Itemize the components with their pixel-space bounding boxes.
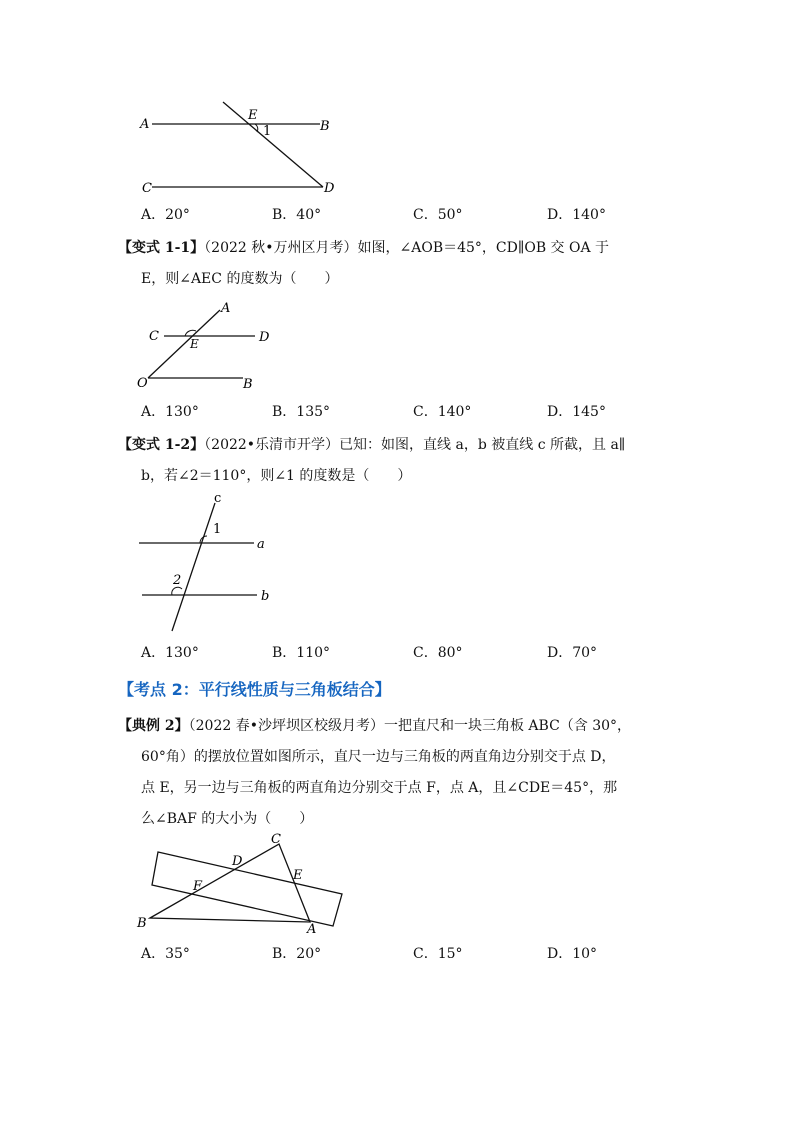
label-E: E bbox=[293, 868, 303, 883]
section-heading: 【考点 2：平行线性质与三角板结合】 bbox=[118, 680, 391, 699]
label-C: C bbox=[149, 329, 159, 344]
q1-text-1: 如图，∠AOB＝45°，CD∥OB 交 OA 于 bbox=[357, 240, 610, 256]
label-B: B bbox=[137, 916, 147, 931]
label-b: b bbox=[261, 589, 270, 604]
q3-text-1: （2022 春•沙坪坝区校级月考）一把直尺和一块三角板 ABC（含 30°， bbox=[188, 718, 632, 734]
figure-angle-aob bbox=[130, 298, 280, 393]
q3-tag: 【典例 2】 bbox=[118, 718, 189, 734]
label-c: c bbox=[214, 491, 222, 506]
q1-tag: 【变式 1-1】 bbox=[118, 240, 205, 256]
q2-option-d: D．70° bbox=[547, 645, 598, 661]
q1-option-a: A．130° bbox=[141, 404, 199, 420]
q3-line1 bbox=[118, 716, 631, 736]
q2-line2: b，若∠2＝110°，则∠1 的度数是（ ） bbox=[141, 468, 412, 484]
q2-option-b: B．110° bbox=[272, 645, 331, 661]
label-angle-1: 1 bbox=[213, 522, 222, 537]
q3-option-a: A．35° bbox=[141, 946, 190, 962]
q3-option-d: D．10° bbox=[547, 946, 598, 962]
label-B: B bbox=[320, 119, 330, 134]
figure-ruler-triangle bbox=[130, 830, 360, 935]
figure-transversal bbox=[130, 490, 280, 638]
q2-line1 bbox=[118, 435, 625, 455]
label-angle-1: 1 bbox=[263, 124, 272, 139]
q0-option-d: D．140° bbox=[547, 207, 606, 223]
label-C: C bbox=[271, 832, 281, 847]
q2-option-a: A．130° bbox=[141, 645, 199, 661]
q2-text-1: 已知：如图，直线 a，b 被直线 c 所截，且 a∥ bbox=[339, 437, 626, 453]
q3-line3: 点 E，另一边与三角板的两直角边分别交于点 F，点 A，且∠CDE＝45°，那 bbox=[141, 780, 618, 796]
label-O: O bbox=[137, 376, 148, 391]
q3-line4: 么∠BAF 的大小为（ ） bbox=[141, 811, 314, 827]
label-D: D bbox=[232, 854, 243, 869]
label-angle-2: 2 bbox=[173, 573, 182, 588]
q1-option-d: D．145° bbox=[547, 404, 606, 420]
q1-source: （2022 秋•万州区月考） bbox=[204, 240, 358, 256]
q1-line2: E，则∠AEC 的度数为（ ） bbox=[141, 271, 339, 287]
q3-option-c: C．15° bbox=[413, 946, 463, 962]
label-D: D bbox=[324, 181, 335, 196]
q1-option-c: C．140° bbox=[413, 404, 472, 420]
q3-option-b: B．20° bbox=[272, 946, 322, 962]
q2-tag: 【变式 1-2】 bbox=[118, 437, 205, 453]
label-D: D bbox=[259, 330, 270, 345]
q0-option-b: B．40° bbox=[272, 207, 322, 223]
label-A: A bbox=[307, 922, 317, 935]
label-E: E bbox=[190, 337, 199, 351]
label-B: B bbox=[243, 377, 253, 392]
label-E: E bbox=[248, 108, 258, 123]
label-F: F bbox=[193, 879, 203, 894]
q0-option-a: A．20° bbox=[141, 207, 190, 223]
q1-option-b: B．135° bbox=[272, 404, 331, 420]
label-A: A bbox=[221, 301, 231, 316]
label-A: A bbox=[140, 117, 150, 132]
q2-option-c: C．80° bbox=[413, 645, 463, 661]
q3-line2: 60°角）的摆放位置如图所示，直尺一边与三角板的两直角边分别交于点 D， bbox=[141, 749, 616, 765]
figure-parallel-lines-1 bbox=[130, 95, 360, 200]
q1-line1 bbox=[118, 238, 609, 258]
label-a: a bbox=[257, 537, 265, 552]
q2-source: （2022•乐清市开学） bbox=[204, 437, 340, 453]
q0-option-c: C．50° bbox=[413, 207, 463, 223]
label-C: C bbox=[142, 181, 152, 196]
